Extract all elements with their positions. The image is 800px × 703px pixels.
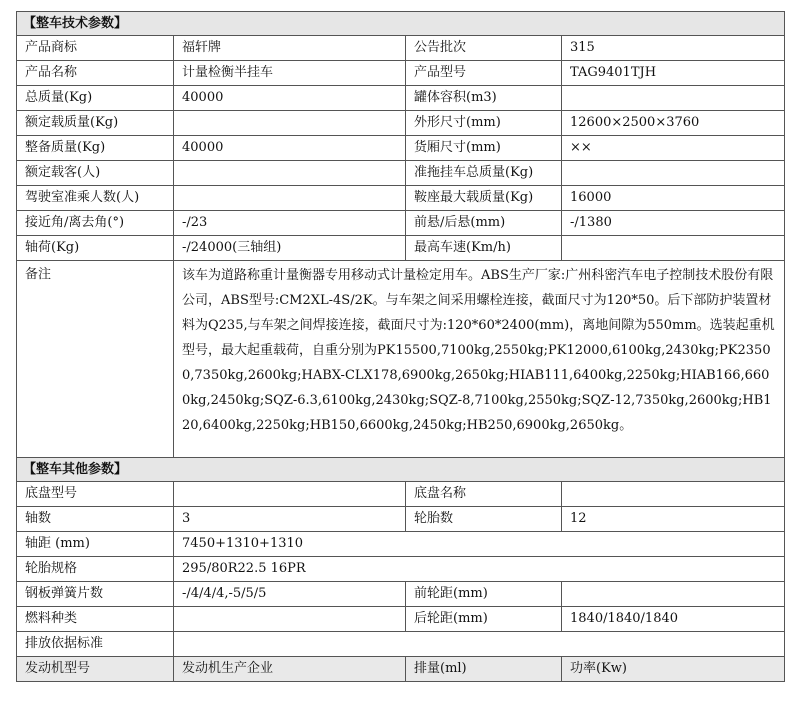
table-row (17, 261, 785, 458)
wheelbase-label: 轴距 (mm) (17, 532, 174, 557)
tank-label: 罐体容积(m3) (406, 86, 562, 111)
table-row (17, 532, 785, 557)
dims-label: 外形尺寸(mm) (406, 111, 562, 136)
table-row (17, 507, 785, 532)
angle-value: -/23 (174, 211, 406, 236)
emission-value (174, 632, 785, 657)
model-value: TAG9401TJH (562, 61, 785, 86)
table-row (17, 657, 785, 682)
engine-model-label: 发动机型号 (17, 657, 174, 682)
remarks-label: 备注 (17, 261, 174, 458)
table-row (17, 111, 785, 136)
speed-label: 最高车速(Km/h) (406, 236, 562, 261)
spec-table (16, 11, 785, 682)
cargo-value: ×× (562, 136, 785, 161)
cab-label: 驾驶室准乘人数(人) (17, 186, 174, 211)
rated-load-label: 额定载质量(Kg) (17, 111, 174, 136)
curb-value: 40000 (174, 136, 406, 161)
total-mass-value: 40000 (174, 86, 406, 111)
chassis-name-label: 底盘名称 (406, 482, 562, 507)
remarks-text: 该车为道路称重计量衡器专用移动式计量检定用车。ABS生产厂家:广州科密汽车电子控制技术股份有限公司，ABS型号:CM2XL-4S/2K。与车架之间采用螺栓连接，截面尺寸为120*50。后下部防护装置材料为Q235,与车架之间焊接连接，截面尺寸为:120*60*2400(mm)，离地间隙为550mm。选装起重机型号，最大起重载荷，自重分别为PK15500,7100kg,2550kg;PK12000,6100kg,2430kg;PK23500,7350kg,2600kg;HABX-CLX178,6900kg,2650kg;HIAB111,6400kg,2250kg;HIAB166,6600kg,2450kg;SQZ-6.3,6100kg,2430kg;SQZ-8,7100kg,2550kg;SQZ-12,7350kg,2600kg;HB120,6400kg,2250kg;HB150,6600kg,2450kg;HB250,6900kg,2650kg。 (174, 261, 785, 458)
overhang-label: 前悬/后悬(mm) (406, 211, 562, 236)
axles-value: 3 (174, 507, 406, 532)
front-track-value (562, 582, 785, 607)
table-row (17, 211, 785, 236)
spring-value: -/4/4/4,-5/5/5 (174, 582, 406, 607)
chassis-model-value (174, 482, 406, 507)
passengers-label: 额定载客(人) (17, 161, 174, 186)
axles-label: 轴数 (17, 507, 174, 532)
batch-value: 315 (562, 36, 785, 61)
axle-load-value: -/24000(三轴组) (174, 236, 406, 261)
cab-value (174, 186, 406, 211)
angle-label: 接近角/离去角(°) (17, 211, 174, 236)
rear-track-label: 后轮距(mm) (406, 607, 562, 632)
trailer-mass-value (562, 161, 785, 186)
power-label: 功率(Kw) (562, 657, 785, 682)
wheelbase-value: 7450+1310+1310 (174, 532, 785, 557)
section-title: 【整车其他参数】 (17, 458, 785, 482)
brand-value: 福轩牌 (174, 36, 406, 61)
total-mass-label: 总质量(Kg) (17, 86, 174, 111)
engine-maker-label: 发动机生产企业 (174, 657, 406, 682)
table-row (17, 161, 785, 186)
tires-label: 轮胎数 (406, 507, 562, 532)
dims-value: 12600×2500×3760 (562, 111, 785, 136)
front-track-label: 前轮距(mm) (406, 582, 562, 607)
saddle-label: 鞍座最大载质量(Kg) (406, 186, 562, 211)
table-row (17, 482, 785, 507)
axle-load-label: 轴荷(Kg) (17, 236, 174, 261)
passengers-value (174, 161, 406, 186)
tire-spec-value: 295/80R22.5 16PR (174, 557, 785, 582)
curb-label: 整备质量(Kg) (17, 136, 174, 161)
fuel-value (174, 607, 406, 632)
tire-spec-label: 轮胎规格 (17, 557, 174, 582)
section-title: 【整车技术参数】 (17, 12, 785, 36)
rated-load-value (174, 111, 406, 136)
tank-value (562, 86, 785, 111)
table-row (17, 557, 785, 582)
tires-value: 12 (562, 507, 785, 532)
saddle-value: 16000 (562, 186, 785, 211)
cargo-label: 货厢尺寸(mm) (406, 136, 562, 161)
rear-track-value: 1840/1840/1840 (562, 607, 785, 632)
model-label: 产品型号 (406, 61, 562, 86)
table-row (17, 86, 785, 111)
table-row (17, 136, 785, 161)
table-row (17, 236, 785, 261)
section-header-other (17, 458, 785, 482)
batch-label: 公告批次 (406, 36, 562, 61)
table-row (17, 186, 785, 211)
name-label: 产品名称 (17, 61, 174, 86)
trailer-mass-label: 准拖挂车总质量(Kg) (406, 161, 562, 186)
table-row (17, 632, 785, 657)
chassis-name-value (562, 482, 785, 507)
fuel-label: 燃料种类 (17, 607, 174, 632)
section-header-tech (17, 12, 785, 36)
displacement-label: 排量(ml) (406, 657, 562, 682)
table-row (17, 36, 785, 61)
name-value: 计量检衡半挂车 (174, 61, 406, 86)
table-row (17, 582, 785, 607)
overhang-value: -/1380 (562, 211, 785, 236)
emission-label: 排放依据标准 (17, 632, 174, 657)
table-row (17, 607, 785, 632)
brand-label: 产品商标 (17, 36, 174, 61)
spring-label: 钢板弹簧片数 (17, 582, 174, 607)
table-row (17, 61, 785, 86)
chassis-model-label: 底盘型号 (17, 482, 174, 507)
speed-value (562, 236, 785, 261)
